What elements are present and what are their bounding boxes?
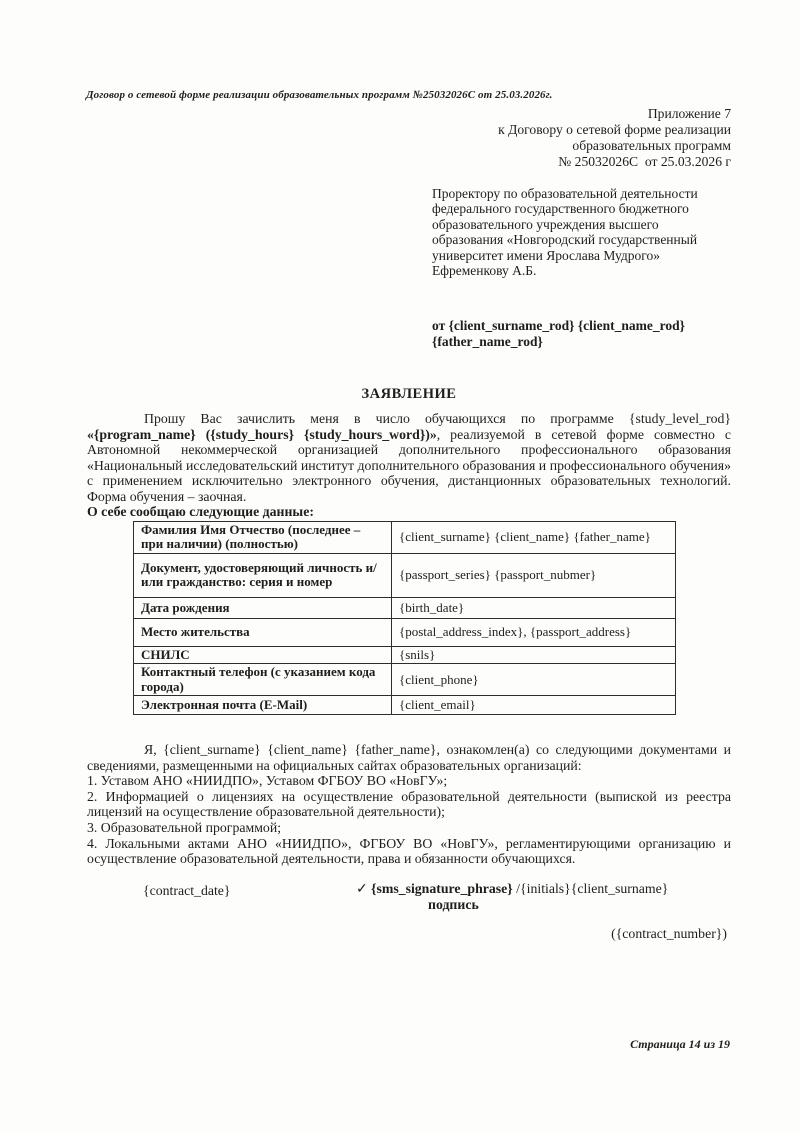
field-label-cell: Документ, удостоверяющий личность и/или гражданство: серия и номер bbox=[134, 553, 392, 597]
signature-line bbox=[356, 881, 668, 897]
acknowledgment-intro: Я, {client_surname} {client_name} {father_name}, ознакомлен(а) со следующими документами и сведениями, размещенными на официальных сайтах образовательных организаций: bbox=[87, 742, 731, 773]
request-paragraph bbox=[87, 411, 731, 505]
addressee-block bbox=[432, 186, 752, 278]
signature-name: /{initials}{client_surname} bbox=[512, 881, 669, 896]
appendix-line: № 25032026С от 25.03.2026 г bbox=[558, 154, 731, 169]
table-row bbox=[134, 664, 676, 696]
addressee-line: Проректору по образовательной деятельности bbox=[432, 186, 698, 201]
field-label-cell: СНИЛС bbox=[134, 646, 392, 663]
appendix-line: к Договору о сетевой форме реализации bbox=[498, 122, 731, 137]
contract-date: {contract_date} bbox=[143, 883, 231, 898]
signature-caption: подпись bbox=[428, 897, 479, 912]
field-value-cell: {client_email} bbox=[392, 696, 676, 715]
table-row bbox=[134, 646, 676, 663]
addressee-line: федерального государственного бюджетного bbox=[432, 201, 689, 217]
contract-reference-line: Договор о сетевой форме реализации образовательных программ №25032026С от 25.03.2026г. bbox=[86, 89, 553, 101]
field-value-cell: {birth_date} bbox=[392, 597, 676, 618]
field-value-cell: {client_phone} bbox=[392, 664, 676, 696]
request-paragraph-lead: Прошу Вас зачислить меня в число обучающихся по программе {study_level_rod} bbox=[144, 411, 731, 426]
field-label-cell: Контактный телефон (с указанием кода города) bbox=[134, 664, 392, 696]
page-number: Страница 14 из 19 bbox=[630, 1037, 730, 1051]
field-value-cell: {client_surname} {client_name} {father_name} bbox=[392, 522, 676, 554]
field-value-cell: {passport_series} {passport_nubmer} bbox=[392, 553, 676, 597]
checkmark-icon: ✓ bbox=[356, 881, 368, 896]
field-label-cell: Место жительства bbox=[134, 618, 392, 646]
request-paragraph-rest: , реализуемой в сетевой форме совместно с Автономной некоммерческой организацией дополнительного профессионального образования «Национальный исследовательский институт дополнительного образования и профессионального обучения» с применением исключительно электронного обучения, дистанционных образовательных технологий. Форма обучения – заочная. bbox=[87, 426, 731, 504]
table-row bbox=[134, 618, 676, 646]
field-label-cell: Фамилия Имя Отчество (последнее – при наличии) (полностью) bbox=[134, 522, 392, 554]
addressee-line: образования «Новгородский государственный bbox=[432, 232, 698, 248]
table-row bbox=[134, 553, 676, 597]
appendix-line: Приложение 7 bbox=[647, 106, 731, 121]
field-label-cell: Дата рождения bbox=[134, 597, 392, 618]
acknowledgment-item: 1. Уставом АНО «НИИДПО», Уставом ФГБОУ ВО «НовГУ»; bbox=[87, 773, 448, 789]
addressee-line: Ефременкову А.Б. bbox=[432, 263, 537, 279]
addressee-line: университет имени Ярослава Мудрого» bbox=[432, 247, 660, 263]
table-row bbox=[134, 522, 676, 554]
acknowledgment-item: 2. Информацией о лицензиях на осуществление образовательной деятельности (выпиской из реестра лицензий на осуществление образовательной деятельности); bbox=[87, 788, 731, 820]
personal-data-heading: О себе сообщаю следующие данные: bbox=[87, 504, 314, 519]
table-row bbox=[134, 597, 676, 618]
table-row bbox=[134, 696, 676, 715]
from-line: от {client_surname_rod} {client_name_rod} {father_name_rod} bbox=[432, 318, 685, 349]
acknowledgment-item: 4. Локальными актами АНО «НИИДПО», ФГБОУ ВО «НовГУ», регламентирующими организацию и осуществление образовательной деятельности, права и обязанности обучающихся. bbox=[87, 835, 731, 867]
appendix-block bbox=[311, 106, 731, 170]
acknowledgment-paragraph bbox=[87, 742, 731, 867]
field-value-cell: {postal_address_index}, {passport_address} bbox=[392, 618, 676, 646]
acknowledgment-item: 3. Образовательной программой; bbox=[87, 819, 282, 835]
appendix-line: образовательных программ bbox=[572, 138, 731, 153]
document-title: ЗАЯВЛЕНИЕ bbox=[361, 386, 457, 402]
personal-data-table bbox=[133, 521, 676, 715]
field-value-cell: {snils} bbox=[392, 646, 676, 663]
program-name-placeholder: «{program_name} ({study_hours} {study_hours_word})» bbox=[87, 426, 437, 442]
field-label-cell: Электронная почта (E-Mail) bbox=[134, 696, 392, 715]
addressee-line: образовательного учреждения высшего bbox=[432, 216, 659, 232]
sms-signature-phrase: {sms_signature_phrase} bbox=[371, 881, 513, 896]
contract-number: ({contract_number}) bbox=[611, 926, 727, 941]
